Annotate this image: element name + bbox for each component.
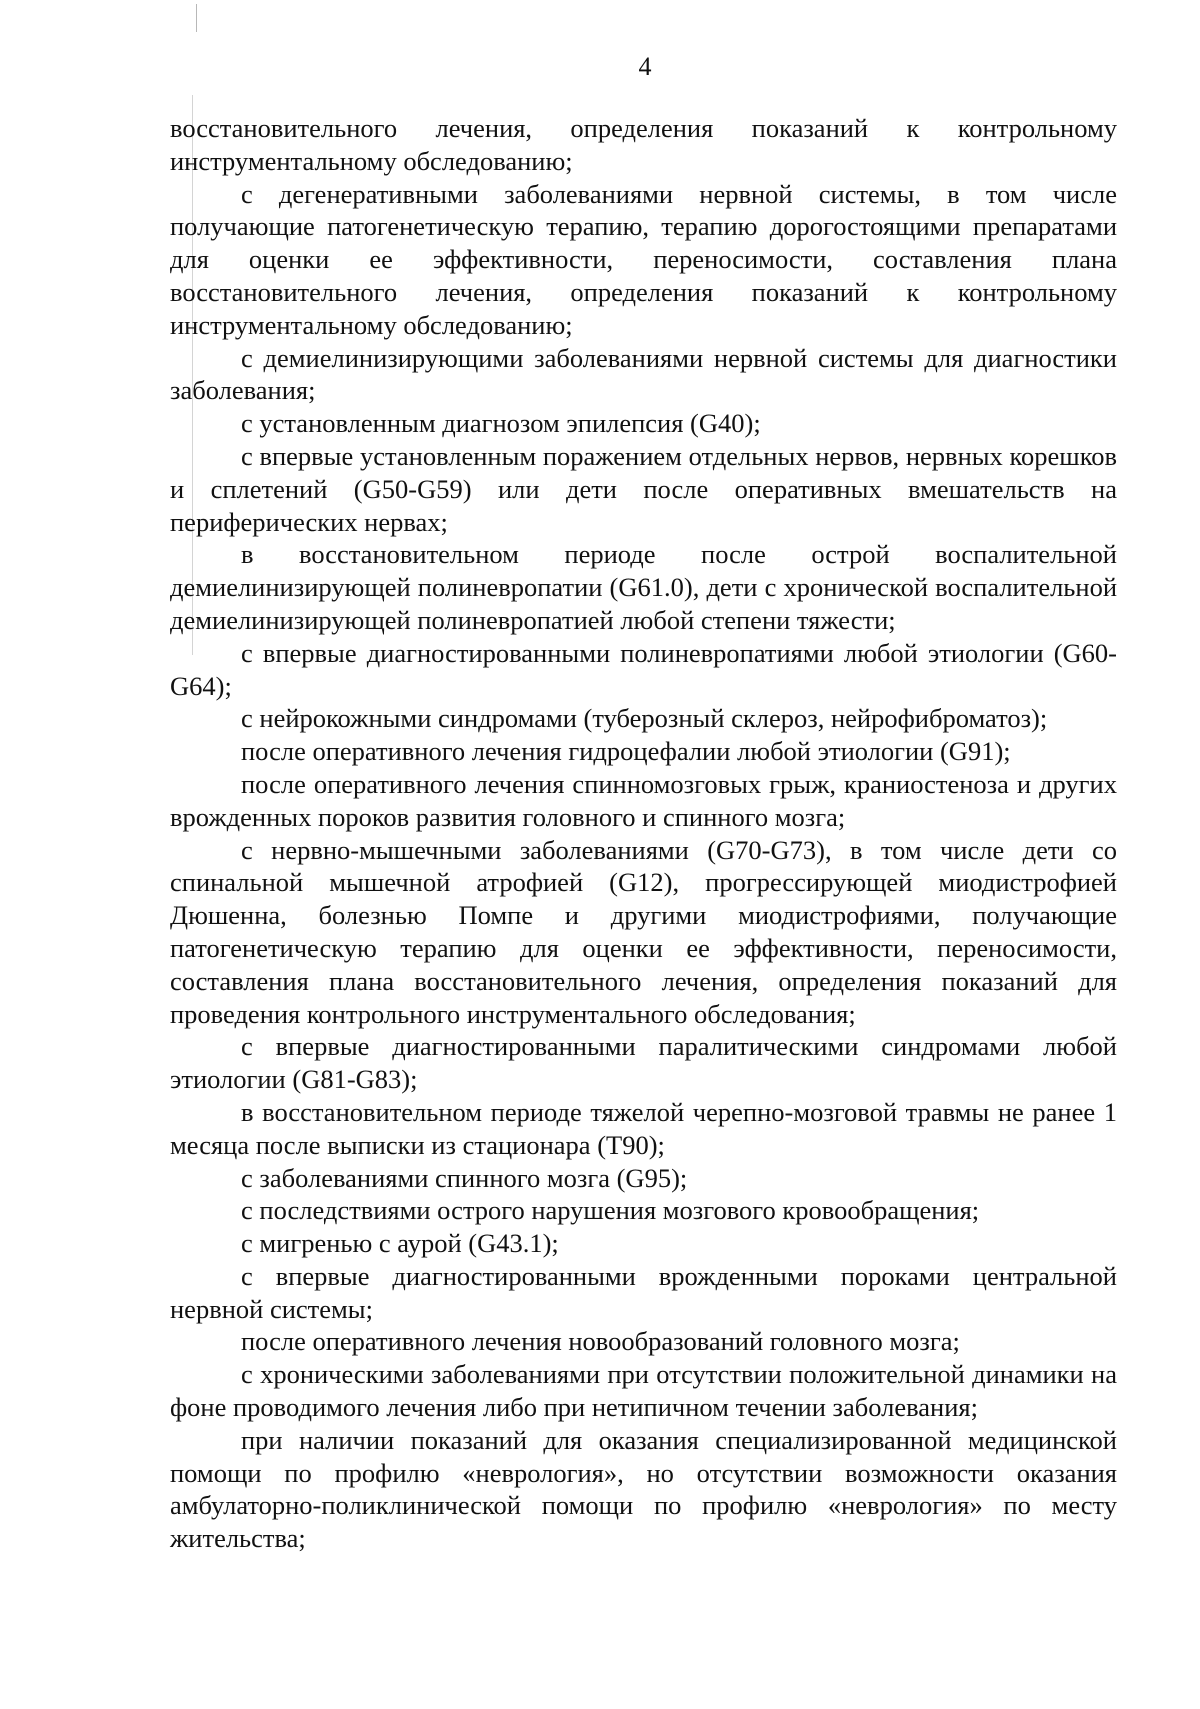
paragraph-spinal-hernias: после оперативного лечения спинномозговых грыж, краниостеноза и других врожденных пороков развития головного и спинного мозга;	[170, 768, 1117, 832]
paragraph-epilepsy: с установленным диагнозом эпилепсия (G40);	[241, 408, 761, 439]
paragraph-brain-neoplasms: после оперативного лечения новообразований головного мозга;	[241, 1326, 960, 1357]
paragraph-paralytic-syndromes: с впервые диагностированными паралитическими синдромами любой этиологии (G81-G83);	[170, 1031, 1117, 1095]
paragraph-cns-malformations: с впервые диагностированными врожденными пороками центральной нервной системы;	[170, 1260, 1117, 1324]
paragraph-specialized-care: при наличии показаний для оказания специализированной медицинской помощи по профилю «неврология», но отсутствии возможности оказания амбулаторно-поликлинической помощи по профилю «неврология» по месту жительства;	[170, 1424, 1117, 1554]
paragraph-stroke-consequences: с последствиями острого нарушения мозгового кровообращения;	[241, 1195, 980, 1226]
paragraph-nerve-lesions: с впервые установленным поражением отдельных нервов, нервных корешков и сплетений (G50-G59) или дети после оперативных вмешательств на периферических нервах;	[170, 440, 1117, 537]
paragraph-continuation: восстановительного лечения, определения показаний к контрольному инструментальному обследованию;	[170, 113, 1117, 176]
page-number: 4	[638, 52, 652, 81]
paragraph-brain-injury: в восстановительном периоде тяжелой черепно-мозговой травмы не ранее 1 месяца после выписки из стационара (T90);	[170, 1096, 1117, 1160]
paragraph-demyelinating-diseases: с демиелинизирующими заболеваниями нервной системы для диагностики заболевания;	[170, 342, 1117, 406]
document-body	[170, 112, 1117, 1555]
paragraph-neurocutaneous-syndromes: с нейрокожными синдромами (туберозный склероз, нейрофиброматоз);	[241, 703, 1048, 734]
paragraph-inflammatory-polyneuropathy: в восстановительном периоде после острой воспалительной демиелинизирующей полиневропатии (G61.0), дети с хронической воспалительной демиелинизирующей полиневропатией любой степени тяжести;	[170, 539, 1117, 635]
scan-artifact-line	[196, 4, 197, 32]
paragraph-neuromuscular-diseases: с нервно-мышечными заболеваниями (G70-G73), в том числе дети со спинальной мышечной атрофией (G12), прогрессирующей миодистрофией Дюшенна, болезнью Помпе и другими миодистрофиями, получающие патогенетическую терапию для оценки ее эффективности, переносимости, составления плана восстановительного лечения, определения показаний для проведения контрольного инструментального обследования;	[170, 834, 1117, 1029]
paragraph-spinal-cord-diseases: с заболеваниями спинного мозга (G95);	[241, 1162, 688, 1193]
paragraph-polyneuropathies: с впервые диагностированными полиневропатиями любой этиологии (G60-G64);	[170, 637, 1117, 701]
paragraph-hydrocephalus: после оперативного лечения гидроцефалии любой этиологии (G91);	[241, 736, 1011, 767]
paragraph-degenerative-diseases: с дегенеративными заболеваниями нервной системы, в том числе получающие патогенетическую терапию, терапию дорогостоящими препаратами для оценки ее эффективности, переносимости, составления плана восстановительного лечения, определения показаний к контрольному инструментальному обследованию;	[170, 178, 1117, 340]
paragraph-migraine: с мигренью с аурой (G43.1);	[241, 1228, 559, 1259]
paragraph-chronic-diseases: с хроническими заболеваниями при отсутствии положительной динамики на фоне проводимого лечения либо при нетипичном течении заболевания;	[170, 1359, 1117, 1423]
